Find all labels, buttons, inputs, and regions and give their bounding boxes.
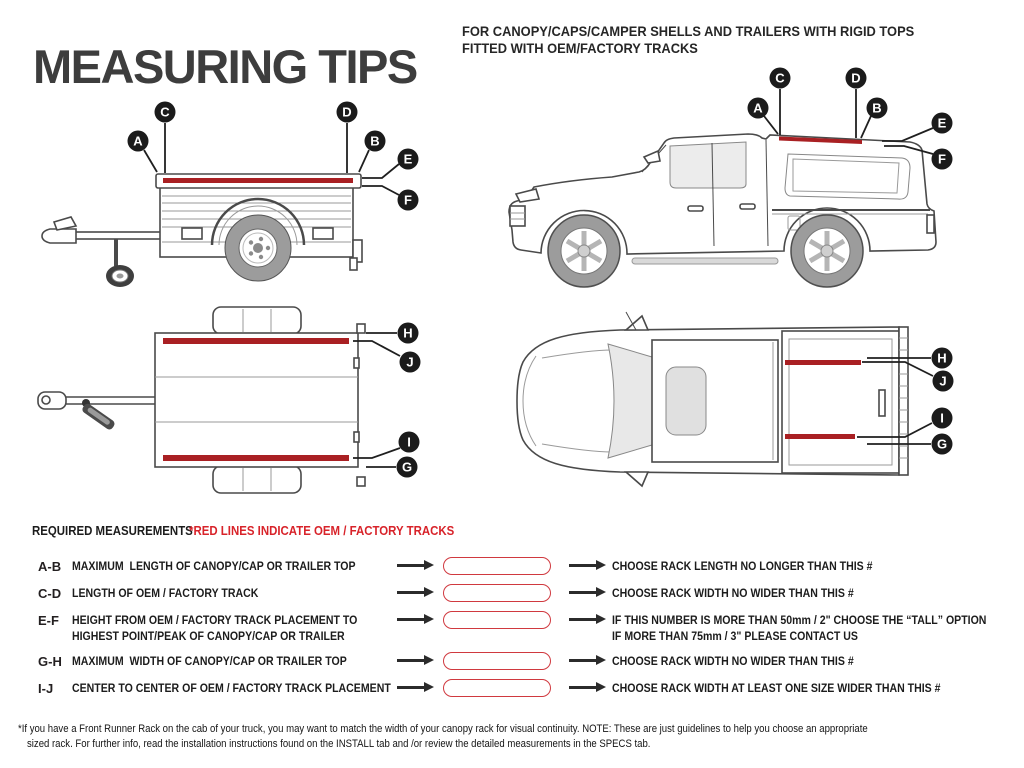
badge-h — [398, 323, 419, 344]
measure-guidance: CHOOSE RACK WIDTH NO WIDER THAN THIS # — [612, 586, 854, 600]
svg-text:E: E — [403, 151, 413, 167]
measure-description: CENTER TO CENTER OF OEM / FACTORY TRACK PLACEMENT — [72, 681, 391, 695]
arrow-right-icon — [569, 686, 596, 689]
oem-track-line — [785, 360, 861, 365]
measure-point-badges — [932, 348, 954, 455]
measure-description: MAXIMUM LENGTH OF CANOPY/CAP OR TRAILER TOP — [72, 559, 356, 573]
subtitle-line-1: FOR CANOPY/CAPS/CAMPER SHELLS AND TRAILERS WITH RIGID TOPS — [462, 23, 915, 39]
arrow-right-icon — [569, 564, 596, 567]
svg-text:A: A — [753, 100, 763, 116]
badge-d — [337, 102, 358, 123]
measure-key: I-J — [38, 681, 54, 696]
measure-key: A-B — [38, 559, 62, 574]
measure-guidance: CHOOSE RACK WIDTH NO WIDER THAN THIS # — [612, 654, 854, 668]
truck-top-view-diagram — [490, 300, 1024, 510]
page-title-text: MEASURING TIPS — [33, 40, 417, 94]
trailer-wheel — [225, 215, 291, 281]
badge-a — [128, 131, 149, 152]
arrow-right-icon — [397, 618, 424, 621]
svg-text:F: F — [404, 192, 412, 208]
svg-text:J: J — [406, 354, 414, 370]
badge-b — [867, 98, 888, 119]
page-title — [33, 41, 417, 93]
badge-e — [932, 113, 953, 134]
svg-text:H: H — [937, 350, 947, 366]
measurement-input[interactable] — [443, 652, 551, 670]
measurement-input[interactable] — [443, 584, 551, 602]
footnote — [18, 722, 995, 752]
measurement-input[interactable] — [443, 557, 551, 575]
truck-rear-wheel — [791, 215, 863, 287]
trailer-top-view-diagram — [20, 300, 460, 510]
badge-j — [933, 371, 954, 392]
oem-track-line — [163, 455, 349, 461]
badge-h — [932, 348, 953, 369]
svg-text:H: H — [403, 325, 413, 341]
badge-g — [397, 457, 418, 478]
svg-text:A: A — [133, 133, 143, 149]
measure-guidance: IF THIS NUMBER IS MORE THAN 50mm / 2" CHOOSE THE “TALL” OPTION IF MORE THAN 75mm / 3" PLEASE CONTACT US — [612, 613, 987, 643]
measure-description: HEIGHT FROM OEM / FACTORY TRACK PLACEMENT TO HIGHEST POINT/PEAK OF CANOPY/CAP OR TRAILER — [72, 613, 358, 643]
badge-d — [846, 68, 867, 89]
svg-text:I: I — [407, 434, 411, 450]
arrow-right-icon — [397, 564, 424, 567]
truck-front-wheel — [548, 215, 620, 287]
measurement-input[interactable] — [443, 679, 551, 697]
arrow-right-icon — [397, 659, 424, 662]
svg-text:D: D — [342, 104, 352, 120]
subtitle-line-2: FITTED WITH OEM/FACTORY TRACKS — [462, 40, 698, 56]
arrow-right-icon — [397, 591, 424, 594]
svg-text:C: C — [775, 70, 785, 86]
oem-track-line — [163, 178, 353, 183]
arrow-right-icon — [569, 659, 596, 662]
badge-e — [398, 149, 419, 170]
oem-track-line — [785, 434, 855, 439]
measure-description: LENGTH OF OEM / FACTORY TRACK — [72, 586, 259, 600]
svg-text:F: F — [938, 151, 946, 167]
badge-j — [400, 352, 421, 373]
badge-i — [399, 432, 420, 453]
measure-point-badges — [397, 323, 421, 478]
truck-side-view-diagram — [490, 60, 1024, 300]
badge-b — [365, 131, 386, 152]
measurement-input[interactable] — [443, 611, 551, 629]
badge-f — [398, 190, 419, 211]
svg-text:I: I — [940, 410, 944, 426]
red-lines-note: *RED LINES INDICATE OEM / FACTORY TRACKS — [189, 523, 455, 538]
trailer-side-drawing — [42, 174, 362, 287]
page-subtitle — [462, 23, 954, 57]
svg-text:J: J — [939, 373, 947, 389]
trailer-top-drawing — [38, 307, 365, 493]
svg-text:B: B — [872, 100, 882, 116]
badge-c — [155, 102, 176, 123]
oem-track-line — [163, 338, 349, 344]
footnote-line-1: *If you have a Front Runner Rack on the cab of your truck, you may want to match the width of your canopy rack for visual continuity. NOTE: These are just guidelines to help you choose an appropriate — [18, 723, 868, 735]
arrow-right-icon — [569, 618, 596, 621]
badge-g — [932, 434, 953, 455]
badge-f — [932, 149, 953, 170]
arrow-right-icon — [397, 686, 424, 689]
truck-top-drawing — [517, 312, 908, 486]
measure-guidance: CHOOSE RACK WIDTH AT LEAST ONE SIZE WIDER THAN THIS # — [612, 681, 941, 695]
svg-text:G: G — [401, 459, 413, 475]
svg-text:D: D — [851, 70, 861, 86]
svg-text:E: E — [937, 115, 947, 131]
measure-key: G-H — [38, 654, 62, 669]
footnote-line-2: sized rack. For further info, read the installation instructions found on the INSTALL tab and /or review the detailed measurements in the SPECS tab. — [27, 738, 651, 750]
badge-c — [770, 68, 791, 89]
arrow-right-icon — [569, 591, 596, 594]
measurements-heading: REQUIRED MEASUREMENTS — [32, 523, 193, 538]
svg-text:G: G — [936, 436, 948, 452]
measure-key: C-D — [38, 586, 62, 601]
measure-description: MAXIMUM WIDTH OF CANOPY/CAP OR TRAILER TOP — [72, 654, 347, 668]
badge-a — [748, 98, 769, 119]
truck-side-drawing — [509, 134, 936, 287]
measure-guidance: CHOOSE RACK LENGTH NO LONGER THAN THIS # — [612, 559, 873, 573]
measure-key: E-F — [38, 613, 59, 628]
badge-i — [932, 408, 953, 429]
trailer-side-view-diagram — [20, 90, 460, 300]
svg-text:B: B — [370, 133, 380, 149]
svg-text:C: C — [160, 104, 170, 120]
leader-lines — [353, 333, 400, 467]
